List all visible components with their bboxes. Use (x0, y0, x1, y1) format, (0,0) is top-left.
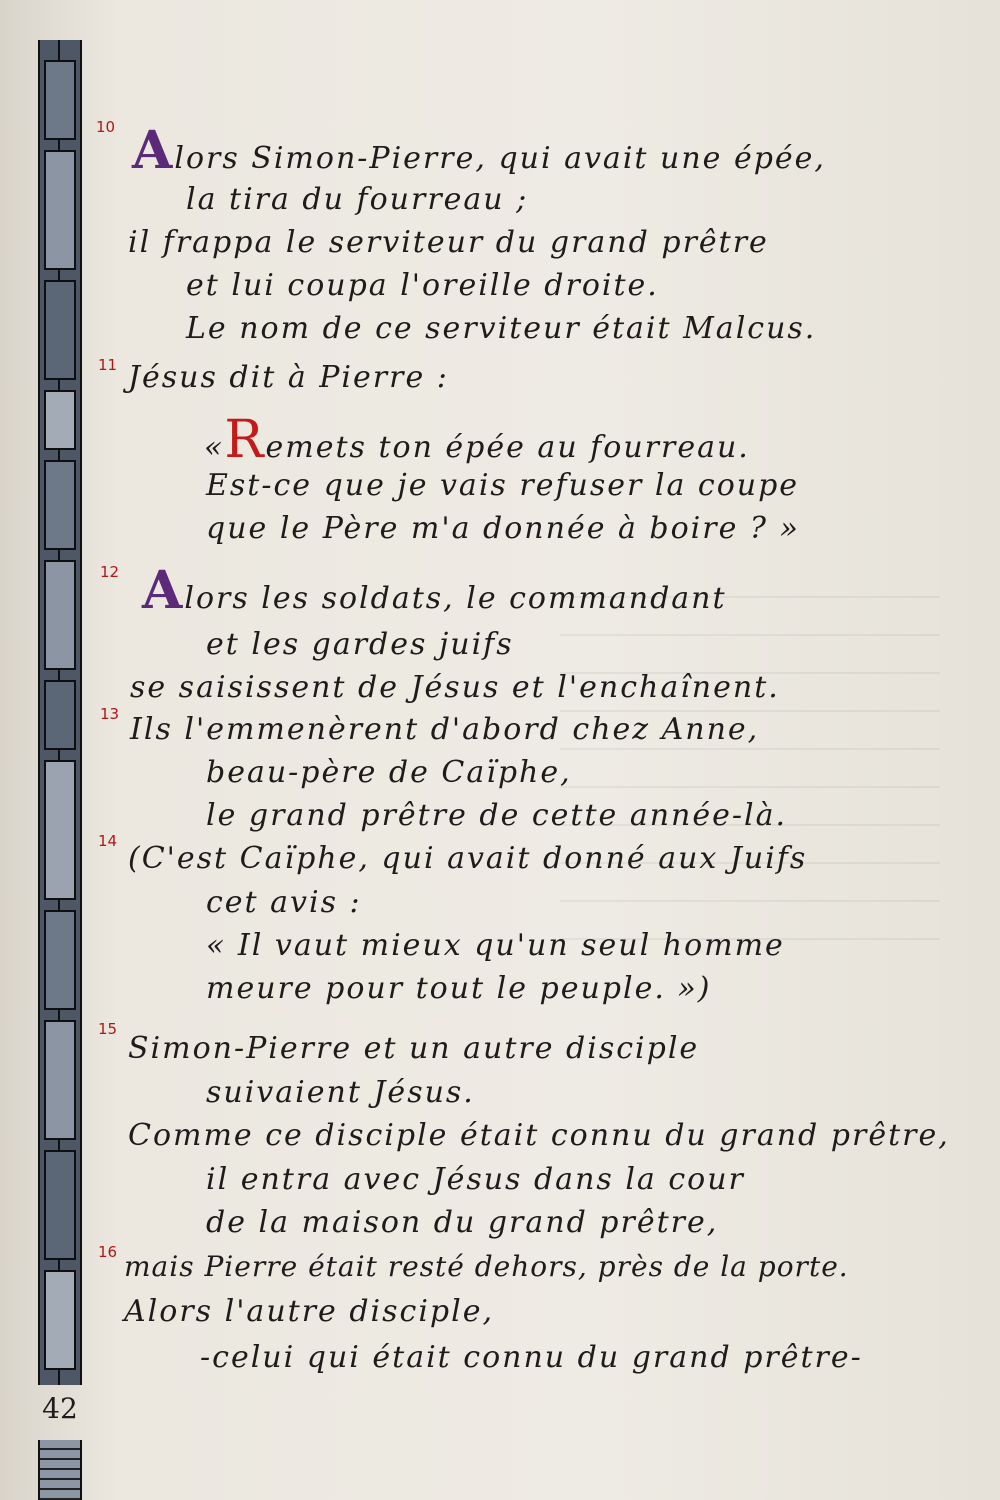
verse-number: 14 (98, 832, 118, 850)
verse-line: Simon-Pierre et un autre disciple (128, 1031, 700, 1066)
border-panel (44, 460, 76, 550)
verse-line: le grand prêtre de cette année-là. (206, 798, 788, 833)
quote-mark: « (204, 430, 225, 465)
verse-line: suivaient Jésus. (206, 1075, 475, 1110)
border-panel (44, 760, 76, 900)
page-number: 42 (42, 1392, 78, 1425)
verse-line: il frappa le serviteur du grand prêtre (128, 225, 769, 260)
verse-line: Comme ce disciple était connu du grand prêtre, (128, 1118, 950, 1153)
border-panel (44, 910, 76, 1010)
border-panel (44, 280, 76, 380)
stained-glass-border-bottom (38, 1440, 82, 1500)
verse-line: de la maison du grand prêtre, (206, 1205, 719, 1240)
border-panel (44, 560, 76, 670)
verse-number: 13 (100, 705, 120, 723)
verse-line (132, 120, 826, 181)
verse-line (142, 560, 727, 621)
verse-line: (C'est Caïphe, qui avait donné aux Juifs (128, 841, 808, 876)
verse-line: se saisissent de Jésus et l'enchaînent. (130, 670, 780, 705)
verse-line: « Il vaut mieux qu'un seul homme (206, 928, 785, 963)
drop-cap: A (142, 560, 185, 621)
verse-line: la tira du fourreau ; (186, 182, 529, 217)
verse-text: emets ton épée au fourreau. (265, 430, 750, 465)
verse-number: 10 (96, 118, 116, 136)
verse-line: il entra avec Jésus dans la cour (206, 1162, 745, 1197)
border-panel (44, 390, 76, 450)
verse-line: beau-père de Caïphe, (206, 755, 572, 790)
verse-number: 15 (98, 1020, 118, 1038)
verse-line (204, 410, 750, 470)
verse-line: Jésus dit à Pierre : (128, 360, 449, 395)
border-panel (44, 1270, 76, 1370)
verse-text: lors Simon-Pierre, qui avait une épée, (174, 141, 826, 176)
drop-cap: R (224, 410, 266, 470)
border-panel (44, 680, 76, 750)
drop-cap: A (132, 120, 175, 181)
border-panel (44, 1150, 76, 1260)
verse-line: meure pour tout le peuple. ») (206, 971, 712, 1006)
verse-number: 12 (100, 563, 120, 581)
verse-line: -celui qui était connu du grand prêtre- (200, 1340, 863, 1375)
border-panel (44, 60, 76, 140)
stained-glass-border (38, 40, 82, 1385)
verse-line: mais Pierre était resté dehors, près de la porte. (124, 1250, 849, 1283)
verse-line: Est-ce que je vais refuser la coupe (206, 468, 800, 503)
verse-number: 16 (98, 1243, 118, 1261)
border-panel (44, 150, 76, 270)
verse-text: lors les soldats, le commandant (184, 581, 727, 616)
verse-line: et lui coupa l'oreille droite. (186, 268, 659, 303)
verse-line: Alors l'autre disciple, (124, 1294, 495, 1329)
verse-line: Ils l'emmenèrent d'abord chez Anne, (130, 712, 760, 747)
verse-line: et les gardes juifs (206, 627, 514, 662)
verse-number: 11 (98, 356, 118, 374)
verse-line: que le Père m'a donnée à boire ? » (206, 511, 800, 546)
verse-line: cet avis : (206, 885, 362, 920)
border-panel (44, 1020, 76, 1140)
verse-line: Le nom de ce serviteur était Malcus. (186, 311, 817, 346)
